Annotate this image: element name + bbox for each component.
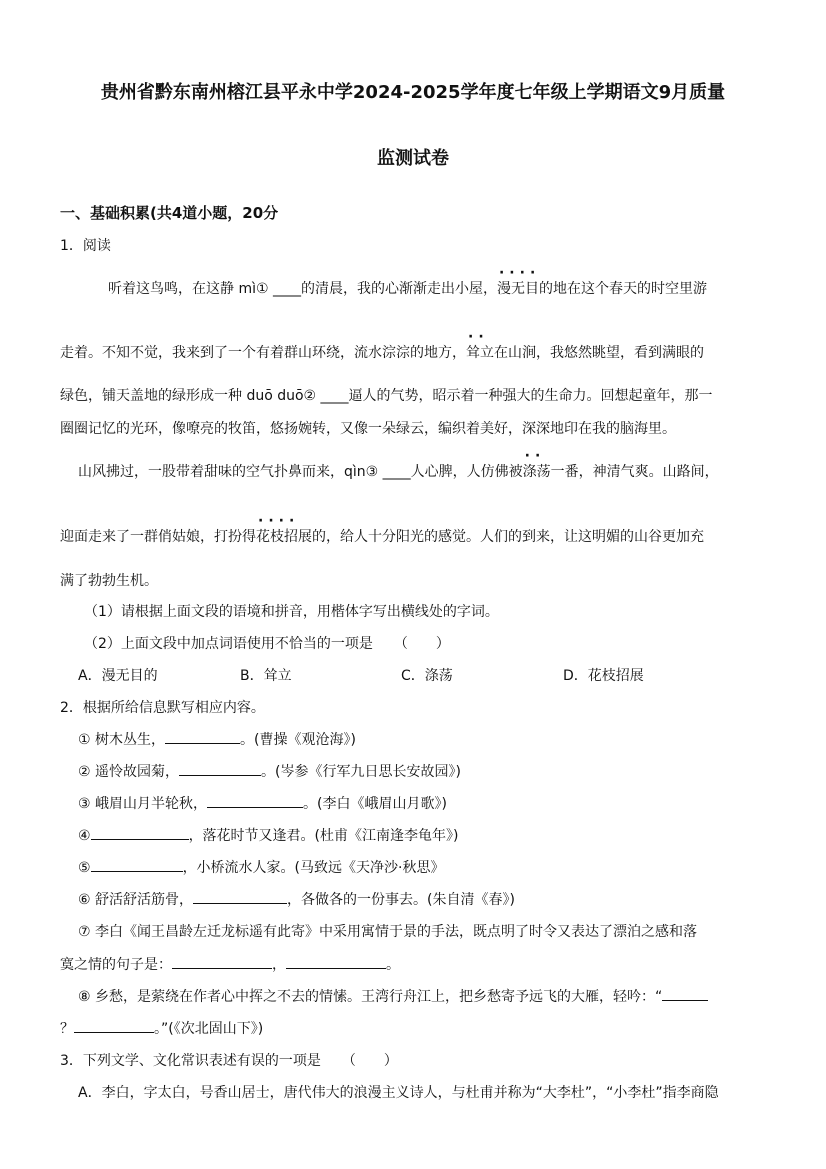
recite-item-7-line2: 寞之情的句子是： ， 。 [60,954,400,974]
recite-item: ② 遥怜故园菊， 。(岑参《行军九日思长安故园》) [78,761,461,781]
option-d: D．花枝招展 [563,668,644,684]
answer-blank[interactable] [91,825,189,840]
answer-blank[interactable] [193,889,287,904]
question-1-label: 1．阅读 [60,238,111,254]
question-3-option-a: A．李白，字太白，号香山居士，唐代伟大的浪漫主义诗人，与杜甫并称为“大李杜”，“小李杜”指李商隐 [78,1085,719,1101]
dotted-word-2: ·· 耸立 [466,329,494,361]
passage-text: 听着这鸟鸣，在这静 mì① ____的清晨，我的心渐渐走出小屋， [108,281,497,297]
question-3-label: 3．下列文学、文化常识表述有误的一项是 （ ） [60,1053,398,1069]
passage-p1-line1 [108,265,707,298]
answer-blank[interactable] [286,954,386,969]
recite-item: ⑤ ，小桥流水人家。(马致远《天净沙·秋思》 [78,857,444,877]
recite-item-8-line2: ？ 。”(《次北固山下》) [60,1018,263,1038]
recite-item: ⑥ 舒活舒活筋骨， ，各做各的一份事去。(朱自清《春》) [78,889,515,909]
dotted-word-4: ···· 花枝招展 [256,513,312,545]
passage-p2-line1 [78,448,719,481]
passage-text: 在山涧，我悠然眺望，看到满眼的 [494,345,704,361]
recite-item-7-line1: ⑦ 李白《闻王昌龄左迁龙标遥有此寄》中采用寓情于景的手法，既点明了时令又表达了漂泊之感和落 [78,924,697,940]
passage-p2-line3: 满了勃勃生机。 [60,573,158,589]
recite-item-8-line1: ⑧ 乡愁，是萦绕在作者心中挥之不去的情愫。王湾行舟江上，把乡愁寄予远飞的大雁，轻吟：“ [78,986,708,1006]
sub-question-1: （1）请根据上面文段的语境和拼音，用楷体字写出横线处的字词。 [84,604,499,620]
recite-item: ④ ，落花时节又逢君。(杜甫《江南逢李龟年》) [78,825,459,845]
option-c: C．涤荡 [401,668,453,684]
passage-text: 的，给人十分阳光的感觉。人们的到来，让这明媚的山谷更加充 [312,529,704,545]
answer-blank[interactable] [91,857,183,872]
option-b: B．耸立 [240,668,292,684]
answer-blank[interactable] [207,793,303,808]
question-2-label: 2．根据所给信息默写相应内容。 [60,700,265,716]
option-a: A．漫无目的 [78,668,158,684]
answer-blank[interactable] [165,729,240,744]
section-heading: 一、基础积累(共4道小题，20分 [60,204,279,222]
passage-p1-line2 [60,329,704,362]
passage-text: 走着。不知不觉，我来到了一个有着群山环绕，流水淙淙的地方， [60,345,466,361]
answer-blank[interactable] [74,1018,154,1033]
answer-blank[interactable] [662,986,708,1001]
passage-p1-line4: 圈圈记忆的光环，像嘹亮的牧笛，悠扬婉转，又像一朵绿云，编织着美好，深深地印在我的脑海里。 [60,421,676,437]
sub-question-2: （2）上面文段中加点词语使用不恰当的一项是 （ ） [84,636,450,652]
passage-p2-line2 [60,513,704,546]
passage-text: 山风拂过，一股带着甜味的空气扑鼻而来，qìn③ ____人心脾，人仿佛被 [78,464,523,480]
passage-text: 迎面走来了一群俏姑娘，打扮得 [60,529,256,545]
dotted-word-1: ···· 漫无目的 [496,265,553,297]
recite-item: ③ 峨眉山月半轮秋， 。(李白《峨眉山月歌》) [78,793,447,813]
answer-blank[interactable] [179,761,261,776]
page-title-line1: 贵州省黔东南州榕江县平永中学2024-2025学年度七年级上学期语文9月质量 [100,82,726,103]
passage-text: 一番，神清气爽。山路间， [550,464,719,480]
dotted-word-3: ·· 涤荡 [522,448,551,480]
page-title-line2: 监测试卷 [377,148,449,169]
answer-blank[interactable] [172,954,272,969]
recite-item: ① 树木丛生， 。(曹操《观沧海》) [78,729,356,749]
passage-p1-line3: 绿色，铺天盖地的绿形成一种 duō duō② ____逼人的气势，昭示着一种强大的生命力。回想起童年，那一 [60,388,713,404]
passage-text: 地在这个春天的时空里游 [552,281,707,297]
